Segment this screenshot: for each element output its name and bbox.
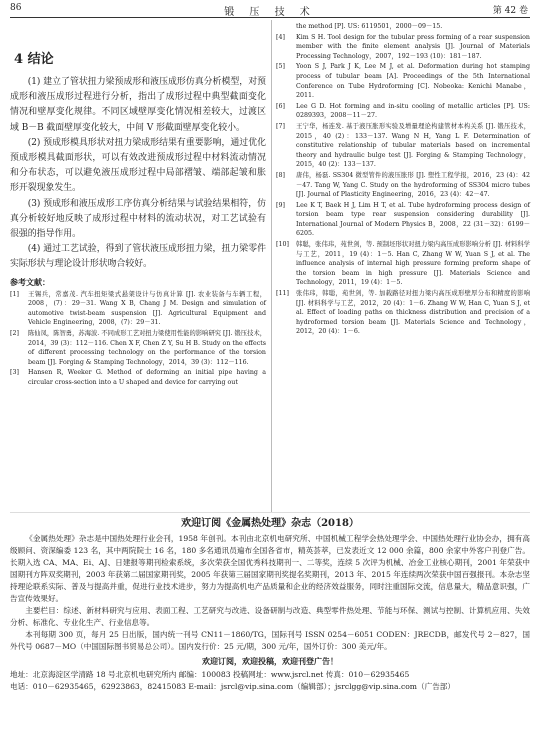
reference-text: Hansen R, Weeker G. Method of deforming an initial pipe having a circular cross-section into a U shaped and device for carrying out	[28, 369, 266, 386]
reference-number: [7]	[276, 122, 285, 130]
references-title: 参考文献：	[10, 276, 50, 287]
reference-number: [10]	[276, 241, 289, 249]
reference-number: [5]	[276, 63, 285, 71]
conclusion-paragraph: (1) 建立了管状扭力梁预成形和液压成形仿真分析模型，对预成形和液压成形过程进行分析，指出了成形过程中典型截面变化情况和壁厚变化规律。不同区域壁厚变化情况相差较大，过渡区域 B－B 截面壁厚变化较大，中间 V 形截面壁厚变化较小。	[10, 77, 266, 133]
reference-item	[276, 289, 530, 337]
ad-title: 欢迎订阅《金属热处理》杂志（2018）	[181, 518, 359, 529]
column-divider	[271, 20, 272, 512]
reference-text: Lee K T, Baek H J, Lim H T, et al. Tube hydroforming process design of torsion beam type rear suspension considering durability [J]. International Journal of Modern Physics B，2008，22 (31－32)：6199－6205.	[296, 201, 530, 238]
reference-item	[276, 171, 530, 200]
conclusion-paragraph: (3) 预成形和液压成形工序仿真分析结果与试验结果相符，仿真分析较好地反映了成形过程中材料的流动状况，对工艺试验有很强的指导作用。	[10, 198, 266, 240]
page-number: 86	[10, 3, 22, 13]
left-column	[10, 28, 266, 389]
ad-welcome: 欢迎订阅，欢迎投稿，欢迎刊登广告！	[202, 656, 338, 666]
ad-address: 地址：北京海淀区学清路 18 号北京机电研究所内 邮编：100083 投稿网址：www.jsrcl.net 传真：010－62935465	[10, 670, 410, 679]
right-column	[276, 22, 530, 338]
conclusion-paragraph: (2) 预成形模具形状对扭力梁成形结果有重要影响，通过优化预成形模具截面形状，可以有效改进预成形过程中材料流动情况和分布状态，可以避免液压成形过程中局部褶皱、端部起皱和胀形开裂现象发生。	[10, 137, 266, 194]
reference-continuation	[276, 22, 530, 32]
reference-item	[276, 201, 530, 239]
reference-number: [4]	[276, 33, 285, 41]
reference-item	[10, 290, 266, 328]
reference-number: [1]	[10, 290, 19, 298]
reference-number: [2]	[10, 330, 19, 338]
reference-text: 张伟玮，韩聪，苑世剑，等. 加载路径对扭力梁内高压成形壁厚分布和精度的影响 [J]. 材料科学与工艺，2012，20 (4)：1－6. Zhang W W, Han C, Yuan S J, et al. Effect of loading paths on thickness distribution and precision of a hydroformed torsion beam [J]. Materials Science and Technology，2012，20 (4)：1－6.	[296, 290, 530, 336]
reference-text: Yoon S J, Park J K, Lee M J, et al. Deformation during hot stamping process of tubular beam [A]. Proceedings of the 5th International Conference on Tube Hydroforming [C]. Nobeoka: Kenichi Manabe，2011.	[296, 63, 530, 100]
reference-text: the method [P]. US: 6119501，2000－09－15.	[296, 23, 443, 30]
reference-item	[276, 240, 530, 288]
reference-item	[276, 102, 530, 121]
reference-text: 唐伟，杨磊. SS304 微型管件的液压胀形 [J]. 塑性工程学报，2016，23 (4)：42－47. Tang W, Yang C. Study on the hydroforming of SS304 micro tubes [J]. Journal of Plasticity Engineering，2016，23 (4)：42－47.	[296, 171, 530, 199]
section-title: 4 结论	[14, 52, 54, 67]
reference-number: [8]	[276, 171, 285, 179]
conclusion-paragraph: (4) 通过工艺试验，得到了管状液压成形扭力梁，扭力梁零件实际形状与理论设计形状吻合较好。	[10, 244, 266, 270]
subscription-ad	[10, 514, 530, 744]
reference-item	[10, 329, 266, 367]
reference-number: [6]	[276, 102, 285, 110]
reference-item	[10, 368, 266, 387]
reference-text: Kim S H. Tool design for the tubular press forming of a rear suspension member with the finite element analysis [J]. Journal of Materials Processing Technology，2007，192－193 (10)：181－187.	[296, 33, 530, 60]
reference-text: 王锡兵，常嘉茂. 汽车扭矩梁式悬架设计与仿真计算 [J]. 农业装备与车辆工程，2008，(7)：29－31. Wang X B, Chang J M. Design and simulation of automotive twist-beam suspension [J]. Agricultural Equipment and Vehicle Engineering，2008，(7)：29－31.	[28, 290, 266, 327]
reference-text: 陈仙凤，陈智勇，苏海波. 不同成形工艺对扭力梁使用性能的影响研究 [J]. 锻压技术，2014，39 (3)：112－116. Chen X F, Chen Z Y, Su H B. Study on the effects of different processing technology on the performance of the torsion beam [J]. Forging & Stamping Technology，2014，39 (3)：112－116.	[28, 330, 266, 366]
header-rule	[10, 17, 530, 18]
reference-item	[276, 33, 530, 62]
reference-text: 王宁华，杨连发. 基于液压胀形实验及增量理论构建管材本构关系 [J]. 锻压技术，2015，40 (2)：133－137. Wang N H, Yang L F. Determination of constitutive relationship of tubular materials based on incremental theory and hydraulic bulge test [J]. Forging & Stamping Technology，2015，40 (2)：133－137.	[296, 122, 530, 169]
reference-item	[276, 122, 530, 170]
ad-divider	[10, 512, 530, 513]
ad-intro: 《金属热处理》杂志是中国热处理行业会刊，1958 年创刊。本刊由北京机电研究所、中国机械工程学会热处理学会、中国热处理行业协会办，拥有高级顾问、资深编委 123 名，其中两院院士 16 名，180 多名通讯员遍布全国各省市，精英荟萃，已发表近文 12 000 余篇，800 余家中外客户刊登广告。长期入选 CA、MA、Ei、AJ、日建报等期刊检索系统，多次荣获全国优秀科技期刊一、二等奖，连续 5 次评为机械、冶金工业核心期刊，2001 年荣获中国期刊方阵双奖期刊，2003 年获第二届国家期刊奖，2005 年获第三届国家期刊奖提名奖期刊，2013 年、2015 年连续两次荣获中国百强报刊。本杂志坚持理论联系实际、普及与提高并重，促进行业技术进步，努力为提高机电产品质量和企业的经济效益服务，同时注重国际交流，信息量大，精品意识强，广告宣传效果好。	[10, 534, 530, 603]
reference-text: 韩聪，张伟玮，苑世剑，等. 预制坯形状对扭力梁内高压成形影响分析 [J]. 材料科学与工艺，2011，19 (4)：1－5. Han C, Zhang W W, Yuan S J, et al. The influence analysis of internal high pressure forming preform shape of the torsion beam in high pressure [J]. Materials Science and Technology，2011，19 (4)：1－5.	[296, 241, 530, 287]
ad-columns: 主要栏目：综述、新材料研究与应用、表面工程、工艺研究与改进、设备研制与改造、典型零件热处理、节能与环保、测试与控制、计算机应用、失效分析、标准化、专业化生产、行业信息等。	[10, 606, 530, 627]
journal-name: 锻 压 技 术	[224, 7, 316, 18]
reference-text: Lee G D. Hot forming and in-situ cooling of metallic articles [P]. US: 0289393，2008－11－27.	[296, 102, 530, 120]
volume-label: 第 42 卷	[492, 6, 528, 16]
ad-contact: 电话：010－62935465，62923863，82415083 E-mail：jsrcl@vip.sina.com（编辑部）；jsrclgg@vip.sina.com（广告部）	[10, 681, 455, 691]
ad-publication-info: 本刊每期 300 页，每月 25 日出版，国内统一刊号 CN11－1860/TG，国际刊号 ISSN 0254－6051 CODEN：JRECDB，邮发代号 2－827，国外代号 0687－MO（中国国际图书贸易总公司）。国内发行价：25 元/期，300 元/年，国外订价：300 美元/年。	[10, 630, 530, 651]
reference-number: [3]	[10, 369, 19, 377]
reference-number: [9]	[276, 201, 285, 209]
page-header	[0, 0, 540, 20]
reference-item	[276, 62, 530, 100]
reference-number: [11]	[276, 290, 289, 298]
